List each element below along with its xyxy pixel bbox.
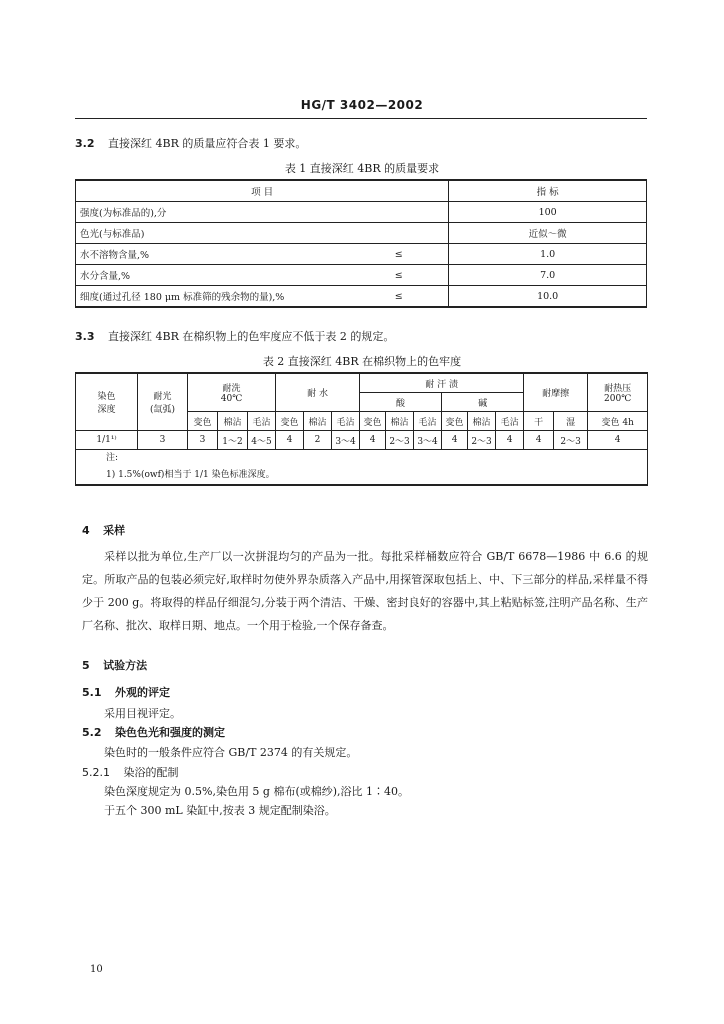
- subheader-cell: 变色: [188, 412, 218, 431]
- subheader-dry: 干: [524, 412, 554, 431]
- note-text: 1) 1.5%(owf)相当于 1/1 染色标准深度。: [106, 470, 275, 480]
- cell: 4: [276, 431, 304, 450]
- row-sign: [349, 223, 449, 244]
- cell: 1～2: [218, 431, 248, 450]
- page-number: 10: [90, 964, 103, 975]
- quality-requirements-table: [75, 179, 647, 308]
- row-sign: ≤: [349, 286, 449, 308]
- table-row: [76, 244, 647, 265]
- section-number: 5: [82, 659, 90, 672]
- subheader-cell: 变色: [442, 412, 468, 431]
- cell: 3: [188, 431, 218, 450]
- color-fastness-table: [75, 372, 648, 486]
- cell: 4: [496, 431, 524, 450]
- cell: 3～4: [332, 431, 360, 450]
- cell: 4: [360, 431, 386, 450]
- note-title: 注:: [106, 453, 119, 463]
- table-header-row: [76, 180, 647, 202]
- row-value: 100: [449, 202, 647, 223]
- clause-number: 5.2.1: [82, 766, 110, 779]
- subheader-cell: 毛沾: [414, 412, 442, 431]
- cell: 2～3: [386, 431, 414, 450]
- standard-number: HG/T 3402—2002: [300, 98, 424, 112]
- header-water: 耐 水: [276, 373, 360, 412]
- cell: 1/1¹⁾: [76, 431, 138, 450]
- subheader-cell: 变色: [360, 412, 386, 431]
- row-value: 近似～微: [449, 223, 647, 244]
- subheader-cell: 棉沾: [468, 412, 496, 431]
- header-hot-pressing-label: 耐热压: [604, 384, 632, 394]
- clause-number: 5.1: [82, 686, 102, 699]
- clause-5-2-1-line-2: 于五个 300 mL 染缸中,按表 3 规定配制染浴。: [104, 804, 336, 817]
- clause-text: 直接深红 4BR 在棉织物上的色牢度应不低于表 2 的规定。: [108, 330, 395, 343]
- header-rule: [75, 118, 647, 119]
- header-washing-temp: 40℃: [220, 394, 243, 404]
- header-perspiration: 耐 汗 渍: [360, 373, 524, 393]
- header-washing-label: 耐洗: [222, 384, 241, 394]
- column-header-value: 指 标: [449, 180, 647, 202]
- row-label: 色光(与标准品): [76, 223, 350, 244]
- clause-3-3: [75, 329, 394, 345]
- clause-5-2-1-heading: [82, 765, 179, 781]
- clause-number: 5.2: [82, 726, 102, 739]
- subheader-cell: 棉沾: [304, 412, 332, 431]
- table-row: [76, 265, 647, 286]
- row-label: 水不溶物含量,%: [76, 244, 350, 265]
- subheader-wet: 湿: [554, 412, 588, 431]
- section-title: 采样: [103, 524, 126, 537]
- subheader-hot: 变色 4h: [588, 412, 648, 431]
- table1-caption: 表 1 直接深红 4BR 的质量要求: [284, 162, 440, 175]
- table-row: [76, 223, 647, 244]
- section-title: 试验方法: [103, 659, 148, 672]
- header-depth: 染色 深度: [76, 373, 138, 431]
- section-5-heading: [82, 658, 147, 674]
- cell: 4～5: [248, 431, 276, 450]
- section-number: 4: [82, 524, 90, 537]
- subheader-cell: 变色: [276, 412, 304, 431]
- clause-5-1-heading: [82, 685, 170, 701]
- subheader-cell: 棉沾: [386, 412, 414, 431]
- section-4-heading: [82, 523, 125, 539]
- header-light: 耐光 (氙弧): [138, 373, 188, 431]
- clause-title: 染色色光和强度的测定: [115, 726, 225, 739]
- table-row: [76, 286, 647, 308]
- row-value: 7.0: [449, 265, 647, 286]
- clause-number: 3.2: [75, 137, 95, 150]
- clause-title: 染浴的配制: [123, 766, 179, 779]
- header-hot-pressing-temp: 200℃: [604, 394, 632, 404]
- row-sign: ≤: [349, 244, 449, 265]
- cell: 2: [304, 431, 332, 450]
- row-label: 强度(为标准品的),分: [76, 202, 350, 223]
- cell: 4: [524, 431, 554, 450]
- cell: 3～4: [414, 431, 442, 450]
- subheader-cell: 毛沾: [332, 412, 360, 431]
- cell: 2～3: [468, 431, 496, 450]
- clause-title: 外观的评定: [115, 686, 170, 699]
- header-alkali: 碱: [442, 393, 524, 412]
- subheader-cell: 毛沾: [248, 412, 276, 431]
- clause-3-2: [75, 136, 306, 152]
- table-note: [76, 450, 648, 486]
- table-row: [76, 431, 648, 450]
- cell: 3: [138, 431, 188, 450]
- subheader-cell: 棉沾: [218, 412, 248, 431]
- table-header-row: [76, 373, 648, 393]
- header-acid: 酸: [360, 393, 442, 412]
- row-label: 水分含量,%: [76, 265, 350, 286]
- row-sign: [349, 202, 449, 223]
- clause-text: 直接深红 4BR 的质量应符合表 1 要求。: [108, 137, 307, 150]
- row-value: 10.0: [449, 286, 647, 308]
- clause-5-2-1-line-1: 染色深度规定为 0.5%,染色用 5 g 棉布(或棉纱),浴比 1∶40。: [104, 785, 410, 798]
- clause-5-1-text: 采用目视评定。: [104, 707, 181, 720]
- column-header-item: 项 目: [76, 180, 449, 202]
- row-label: 细度(通过孔径 180 μm 标准筛的残余物的量),%: [76, 286, 350, 308]
- cell: 2～3: [554, 431, 588, 450]
- clause-5-2-text: 染色时的一般条件应符合 GB/T 2374 的有关规定。: [104, 746, 358, 759]
- header-washing: [188, 373, 276, 412]
- clause-number: 3.3: [75, 330, 95, 343]
- row-value: 1.0: [449, 244, 647, 265]
- header-rubbing: 耐摩擦: [524, 373, 588, 412]
- table-row: [76, 202, 647, 223]
- cell: 4: [442, 431, 468, 450]
- clause-5-2-heading: [82, 725, 225, 741]
- subheader-cell: 毛沾: [496, 412, 524, 431]
- table2-caption: 表 2 直接深红 4BR 在棉织物上的色牢度: [262, 355, 462, 368]
- cell: 4: [588, 431, 648, 450]
- row-sign: ≤: [349, 265, 449, 286]
- table-note-row: [76, 450, 648, 486]
- header-hot-pressing: [588, 373, 648, 412]
- sampling-paragraph: 采样以批为单位,生产厂以一次拼混均匀的产品为一批。每批采样桶数应符合 GB/T 6678—1986 中 6.6 的规定。所取产品的包装必须完好,取样时勿使外界杂质落入产品中,用探管深取包括上、中、下三部分的样品,采样量不得少于 200 g。将取得的样品仔细混匀,分装于两个清洁、干燥、密封良好的容器中,其上粘贴标签,注明产品名称、生产厂名称、批次、取样日期、地点。一个用于检验,一个保存备查。: [82, 550, 648, 632]
